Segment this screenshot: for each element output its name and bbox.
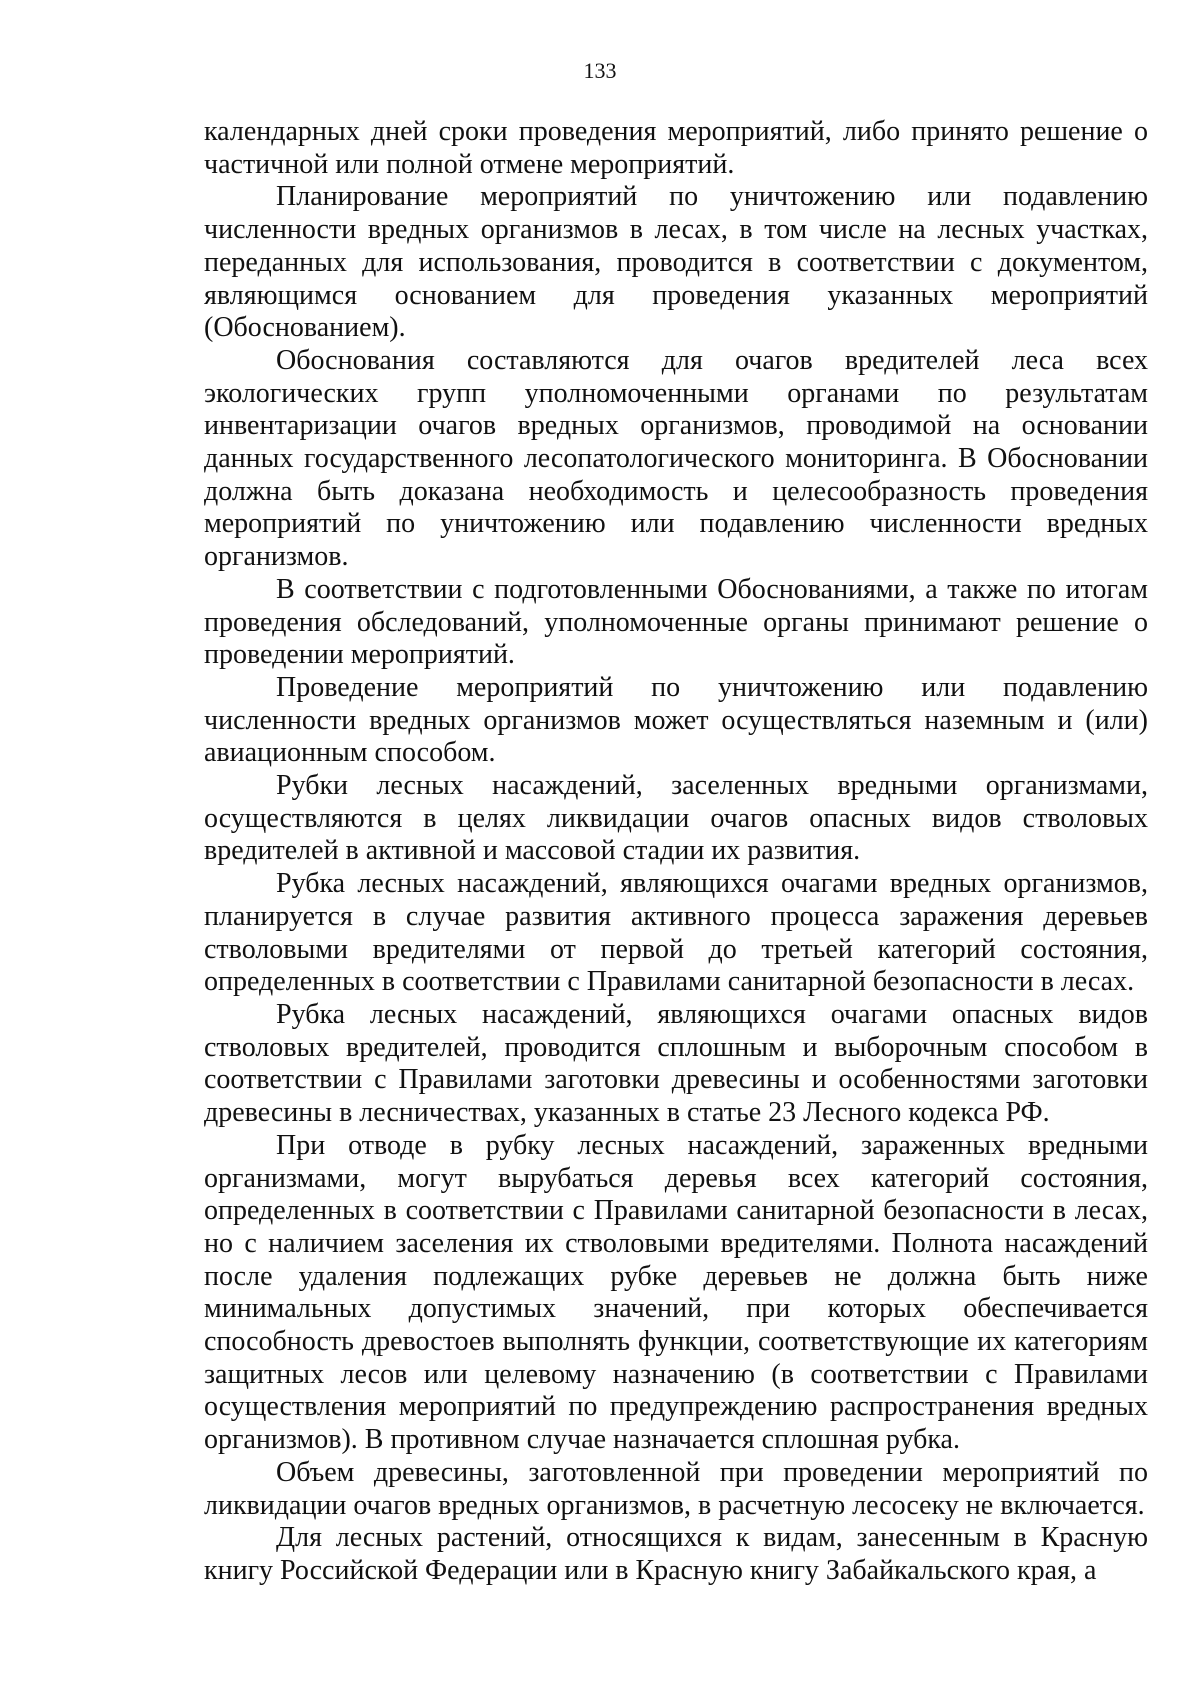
paragraph-planning: Планирование мероприятий по уничтожению или подавлению численности вредных организмов в лесах, в том числе на лесных участках, переданных для использования, проводится в соответствии с документом, являющимся основанием для проведения указанных мероприятий (Обоснованием). xyxy=(204,181,1148,344)
document-body xyxy=(204,116,1148,1588)
paragraph-continuation: календарных дней сроки проведения мероприятий, либо принято решение о частичной или полной отмене мероприятий. xyxy=(204,116,1148,180)
paragraph-decision: В соответствии с подготовленными Обоснованиями, а также по итогам проведения обследований, уполномоченные органы принимают решение о проведении мероприятий. xyxy=(204,573,1148,671)
paragraph-allotment: При отводе в рубку лесных насаждений, зараженных вредными организмами, могут вырубаться деревья всех категорий состояния, определенных в соответствии с Правилами санитарной безопасности в лесах, но с наличием заселения их стволовыми вредителями. Полнота насаждений после удаления подлежащих рубке деревьев не должна быть ниже минимальных допустимых значений, при которых обеспечивается способность древостоев выполнять функции, соответствующие их категориям защитных лесов или целевому назначению (в соответствии с Правилами осуществления мероприятий по предупреждению распространения вредных организмов). В противном случае назначается сплошная рубка. xyxy=(204,1129,1148,1456)
paragraph-felling-planning: Рубка лесных насаждений, являющихся очагами вредных организмов, планируется в случае развития активного процесса заражения деревьев стволовыми вредителями от первой до третьей категорий состояния, определенных в соответствии с Правилами санитарной безопасности в лесах. xyxy=(204,868,1148,998)
paragraph-justifications: Обоснования составляются для очагов вредителей леса всех экологических групп уполномоченными органами по результатам инвентаризации очагов вредных организмов, проводимой на основании данных государственного лесопатологического мониторинга. В Обосновании должна быть доказана необходимость и целесообразность проведения мероприятий по уничтожению или подавлению численности вредных организмов. xyxy=(204,344,1148,573)
paragraph-felling-method: Рубка лесных насаждений, являющихся очагами опасных видов стволовых вредителей, проводится сплошным и выборочным способом в соответствии с Правилами заготовки древесины и особенностями заготовки древесины в лесничествах, указанных в статье 23 Лесного кодекса РФ. xyxy=(204,998,1148,1129)
paragraph-methods: Проведение мероприятий по уничтожению или подавлению численности вредных организмов может осуществляться наземным и (или) авиационным способом. xyxy=(204,671,1148,769)
paragraph-felling-purpose: Рубки лесных насаждений, заселенных вредными организмами, осуществляются в целях ликвидации очагов опасных видов стволовых вредителей в активной и массовой стадии их развития. xyxy=(204,770,1148,867)
paragraph-red-book: Для лесных растений, относящихся к видам, занесенным в Красную книгу Российской Федерации или в Красную книгу Забайкальского края, а xyxy=(204,1522,1148,1586)
paragraph-timber-volume: Объем древесины, заготовленной при проведении мероприятий по ликвидации очагов вредных организмов, в расчетную лесосеку не включается. xyxy=(204,1456,1148,1521)
page-number: 133 xyxy=(583,58,617,83)
